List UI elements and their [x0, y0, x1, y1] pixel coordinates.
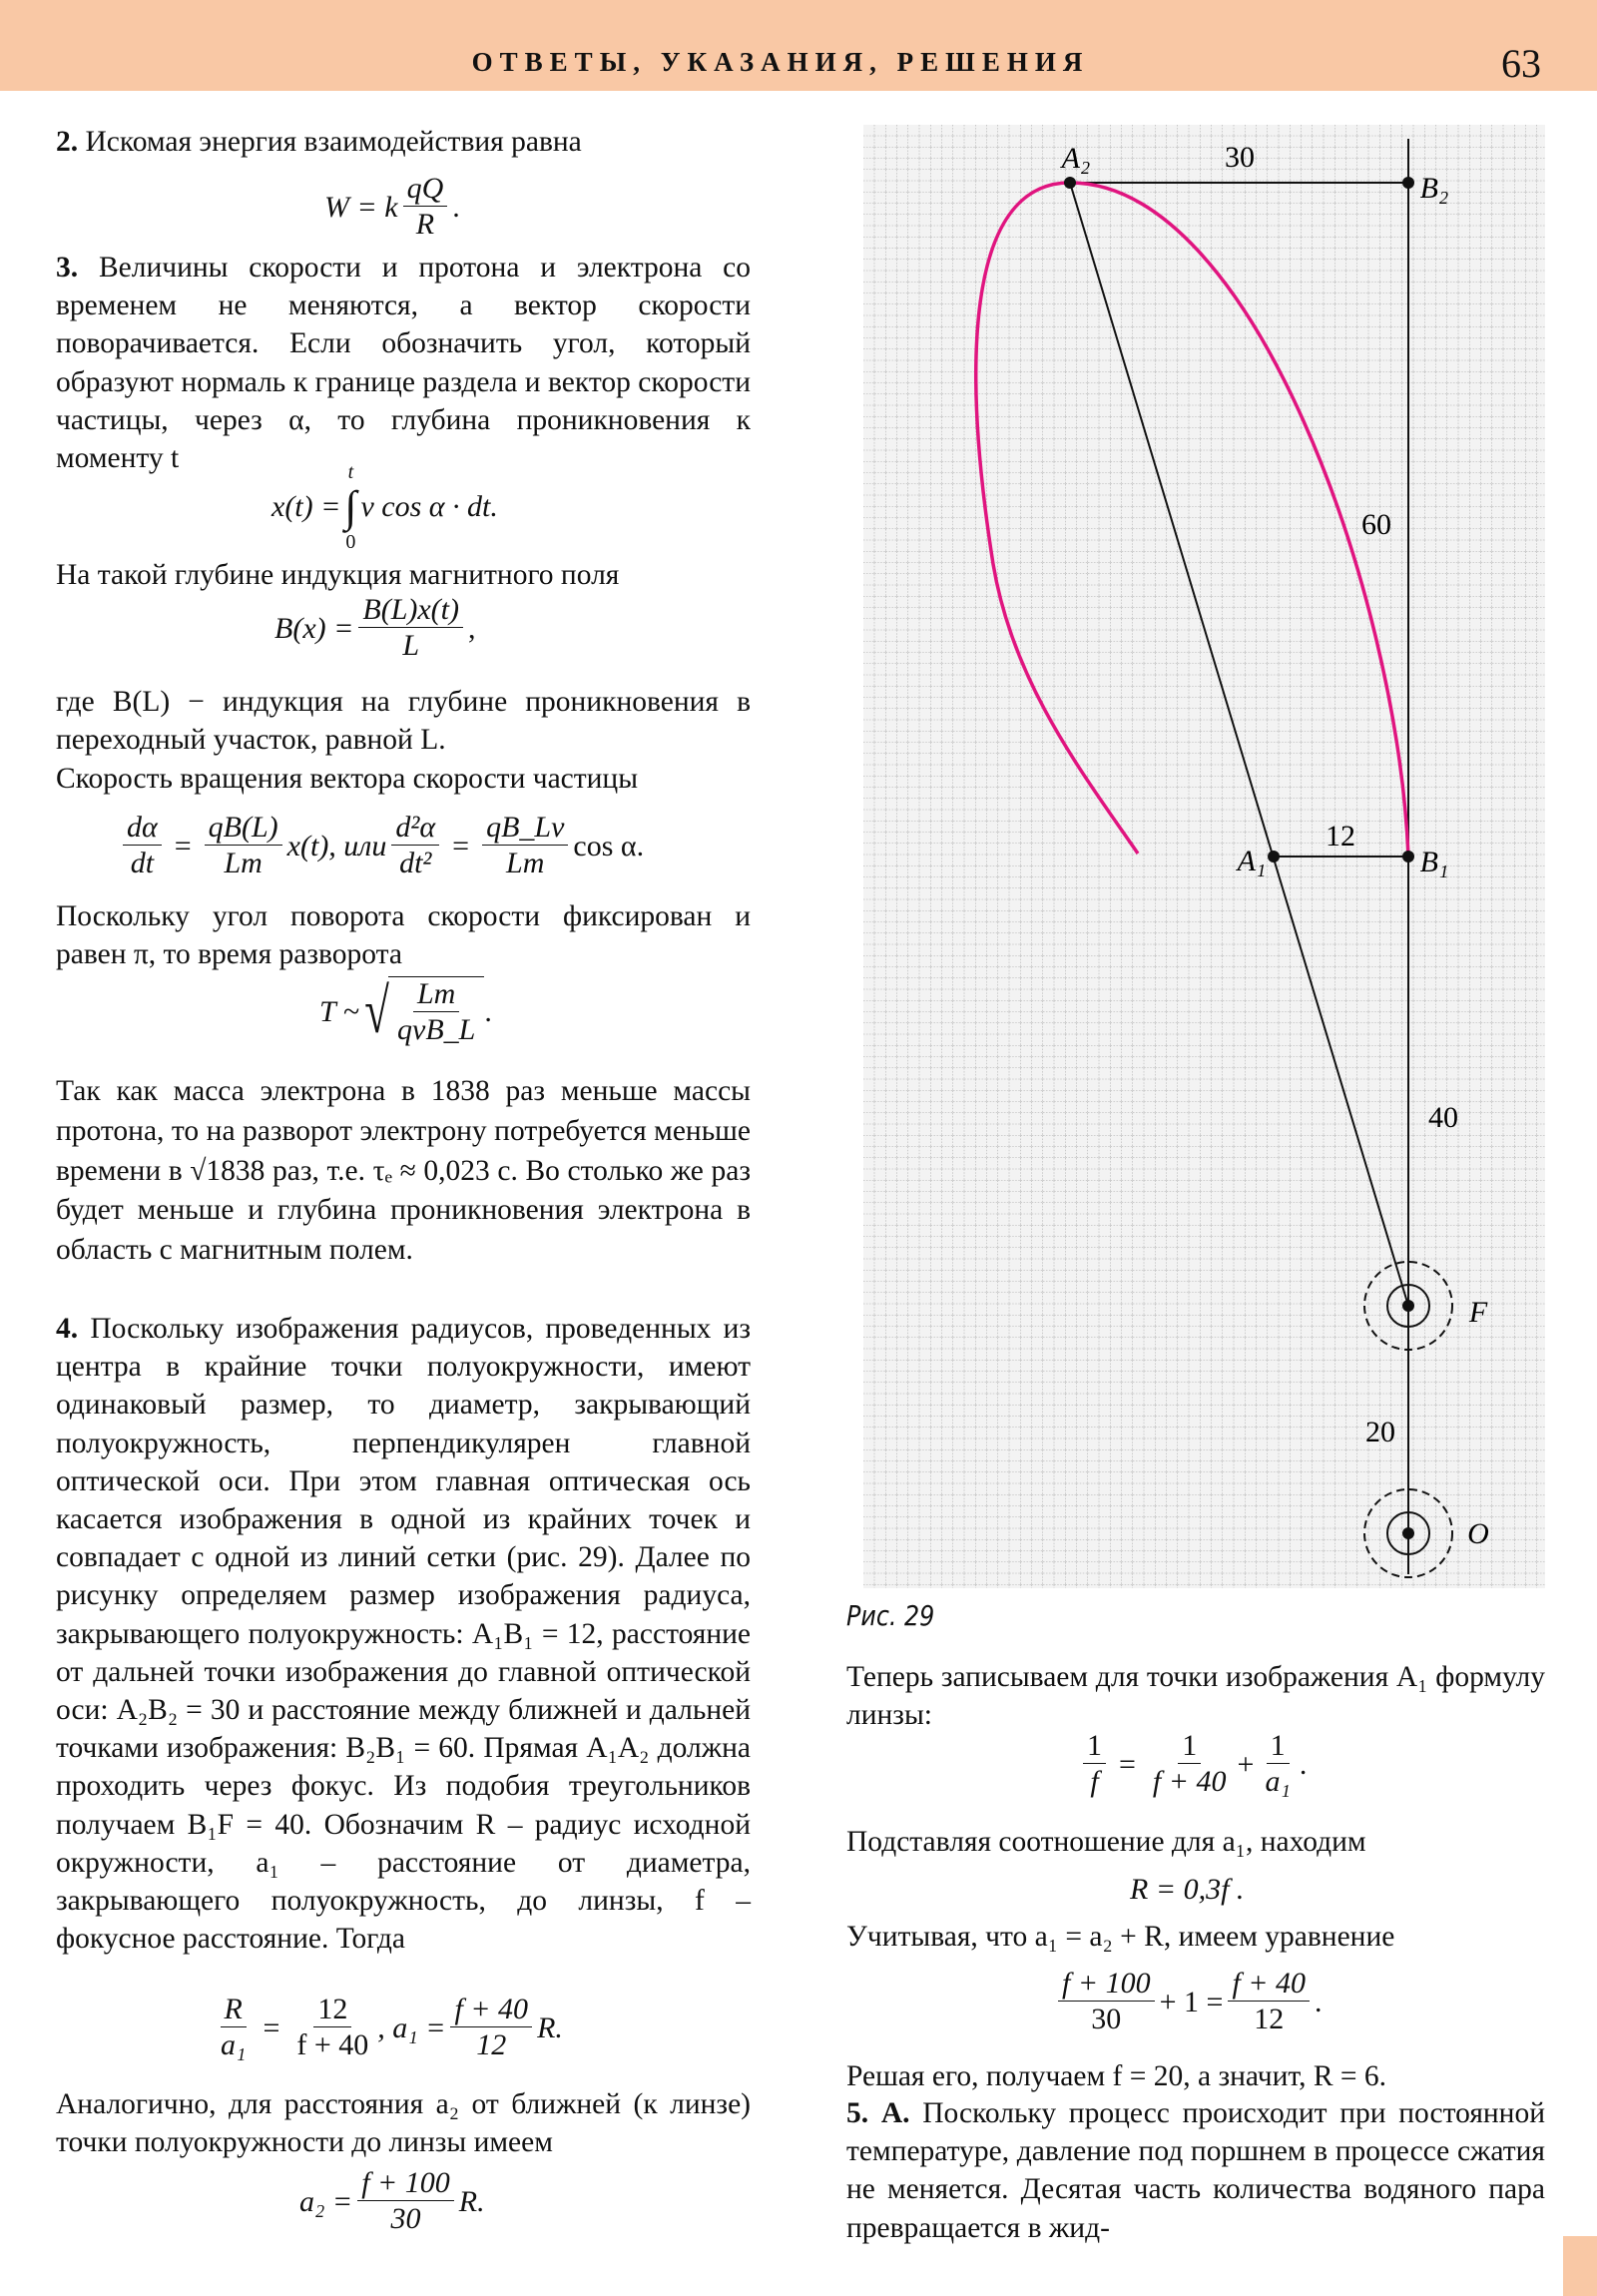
analog-text: Аналогично, для расстояния a₂ от ближней (к линзе) точки полуокружности до линзы имеем — [56, 2088, 751, 2159]
label-40: 40 — [1428, 1101, 1458, 1134]
figure-29-lens-diagram — [863, 125, 1545, 1588]
formula-r: R = 0,3f . — [1130, 1873, 1245, 1906]
formula-a2: a₂ = $\frac{f + 100}{30}$ R. — [299, 2166, 485, 2235]
lens-formula-intro: Теперь записываем для точки изображения A₁ формулу линзы: — [846, 1661, 1545, 1732]
problem-2-text: 2. Искомая энергия взаимодействия равна — [56, 126, 582, 158]
label-a1: A₁ — [1237, 845, 1267, 877]
formula-equation: $\frac{f + 100}{30}$ + 1 = $\frac{f + 40}{12}$ . — [1053, 1967, 1323, 2037]
point-b2 — [1402, 177, 1414, 189]
where-text: где B(L) − индукция на глубине проникновения в переходный участок, равной L. — [56, 686, 751, 757]
label-20: 20 — [1365, 1416, 1395, 1448]
field-text: На такой глубине индукция магнитного поля — [56, 559, 620, 591]
angle-text: Поскольку угол поворота скорости фиксирован и равен π, то время разворота — [56, 900, 751, 971]
page-corner-tab — [1563, 2236, 1597, 2296]
page-number: 63 — [1501, 41, 1541, 86]
label-b2: B₂ — [1419, 172, 1449, 205]
formula-lens: $\frac{1}{f}$ = $\frac{1}{f + 40}$ + $\frac{1}{\text{a₁}}$ . — [1078, 1729, 1307, 1800]
label-60: 60 — [1361, 508, 1391, 541]
formula-rotation: $\frac{d\alpha}{dt}$ = $\frac{qB(L)}{Lm}$ x(t), или $\frac{\text{d²α}}{\text{dt²}}$ = $\frac{qB\_Lv}{Lm}$ cos α. — [118, 811, 644, 881]
problem-4-text: 4. Поскольку изображения радиусов, проведенных из центра в крайние точки полуокружности, имеют одинаковый размер, то диаметр, закрывающий полуокружность, перпендикулярен главной оптической оси. При этом главная оптическая ось касается изображения в одной из крайних точек и совпадает с одной из линий сетки (рис. 29). Далее по рисунку определяем размер изображения радиуса, закрывающего полуокружность: A₁B₁ = 12, расстояние от дальней точки изображения до главной оптической оси: A₂B₂ = 30 и расстояние между ближней и дальней точками изображения: B₂B₁ = 60. Прямая A₁A₂ должна проходить через фокус. Из подобия треугольников получаем B₁F = 40. Обозначим R – радиус исходной окружности, a₁ – расстояние от диаметра, закрывающего полуокружность, до линзы, f – фокусное расстояние. Тогда — [56, 1313, 752, 1956]
problem-3-text: 3. Величины скорости и протона и электрона со временем не меняются, а вектор скорости поворачивается. Если обозначить угол, который образуют нормаль к границе раздела и вектор скорости частицы, через α, то глубина проникновения к моменту t — [56, 252, 752, 475]
problem-5-text: 5. А. Поскольку процесс происходит при постоянной температуре, давление под поршнем в процессе сжатия не меняется. Десятая часть количества водяного пара превращается в жид- — [846, 2097, 1545, 2244]
sqrt-sign: √ — [364, 975, 389, 1046]
figure-caption: Рис. 29 — [846, 1599, 935, 1632]
formula-time: T ~ √ $\frac{Lm}{\text{qvB\_L}}$ . — [319, 975, 492, 1046]
running-title: ОТВЕТЫ, УКАЗАНИЯ, РЕШЕНИЯ — [471, 47, 1090, 77]
label-f: F — [1468, 1296, 1488, 1329]
label-b1: B₁ — [1419, 846, 1449, 878]
solution-text: Решая его, получаем f = 20, а значит, R = 6. — [846, 2060, 1387, 2092]
label-30: 30 — [1225, 141, 1255, 174]
given-text: Учитывая, что a₁ = a₂ + R, имеем уравнение — [846, 1921, 1395, 1953]
label-o: O — [1467, 1517, 1489, 1550]
formula-energy: W = k $\frac{qQ}{R}$ . — [324, 172, 460, 241]
point-a1 — [1268, 851, 1280, 862]
rotation-speed-text: Скорость вращения вектора скорости частицы — [56, 763, 639, 795]
mass-text: Так как масса электрона в 1838 раз меньше массы протона, то на разворот электрону потребуется меньше времени в √1838 раз, т.е. τₑ ≈ 0,023 с. Во столько же раз будет меньше и глубина проникновения электрона в область с магнитным полем. — [56, 1075, 751, 1267]
point-a2 — [1064, 177, 1076, 189]
substitution-text: Подставляя соотношение для a₁, находим — [846, 1826, 1366, 1858]
label-12: 12 — [1326, 820, 1355, 853]
label-a2: A₂ — [1061, 142, 1091, 175]
formula-induction: B(x) = $\frac{B(L)x(t)}{L}$ , — [274, 593, 476, 662]
formula-depth-integral: x(t) = t ∫ 0 v cos α · dt. — [271, 461, 498, 553]
point-b1 — [1402, 851, 1414, 862]
formula-ratio: $\frac{R}{\text{a₁}}$ = $\frac{12}{f + 40}$ , a₁ = $\frac{f + 40}{12}$ R. — [221, 1993, 563, 2061]
page-header — [0, 0, 1597, 91]
